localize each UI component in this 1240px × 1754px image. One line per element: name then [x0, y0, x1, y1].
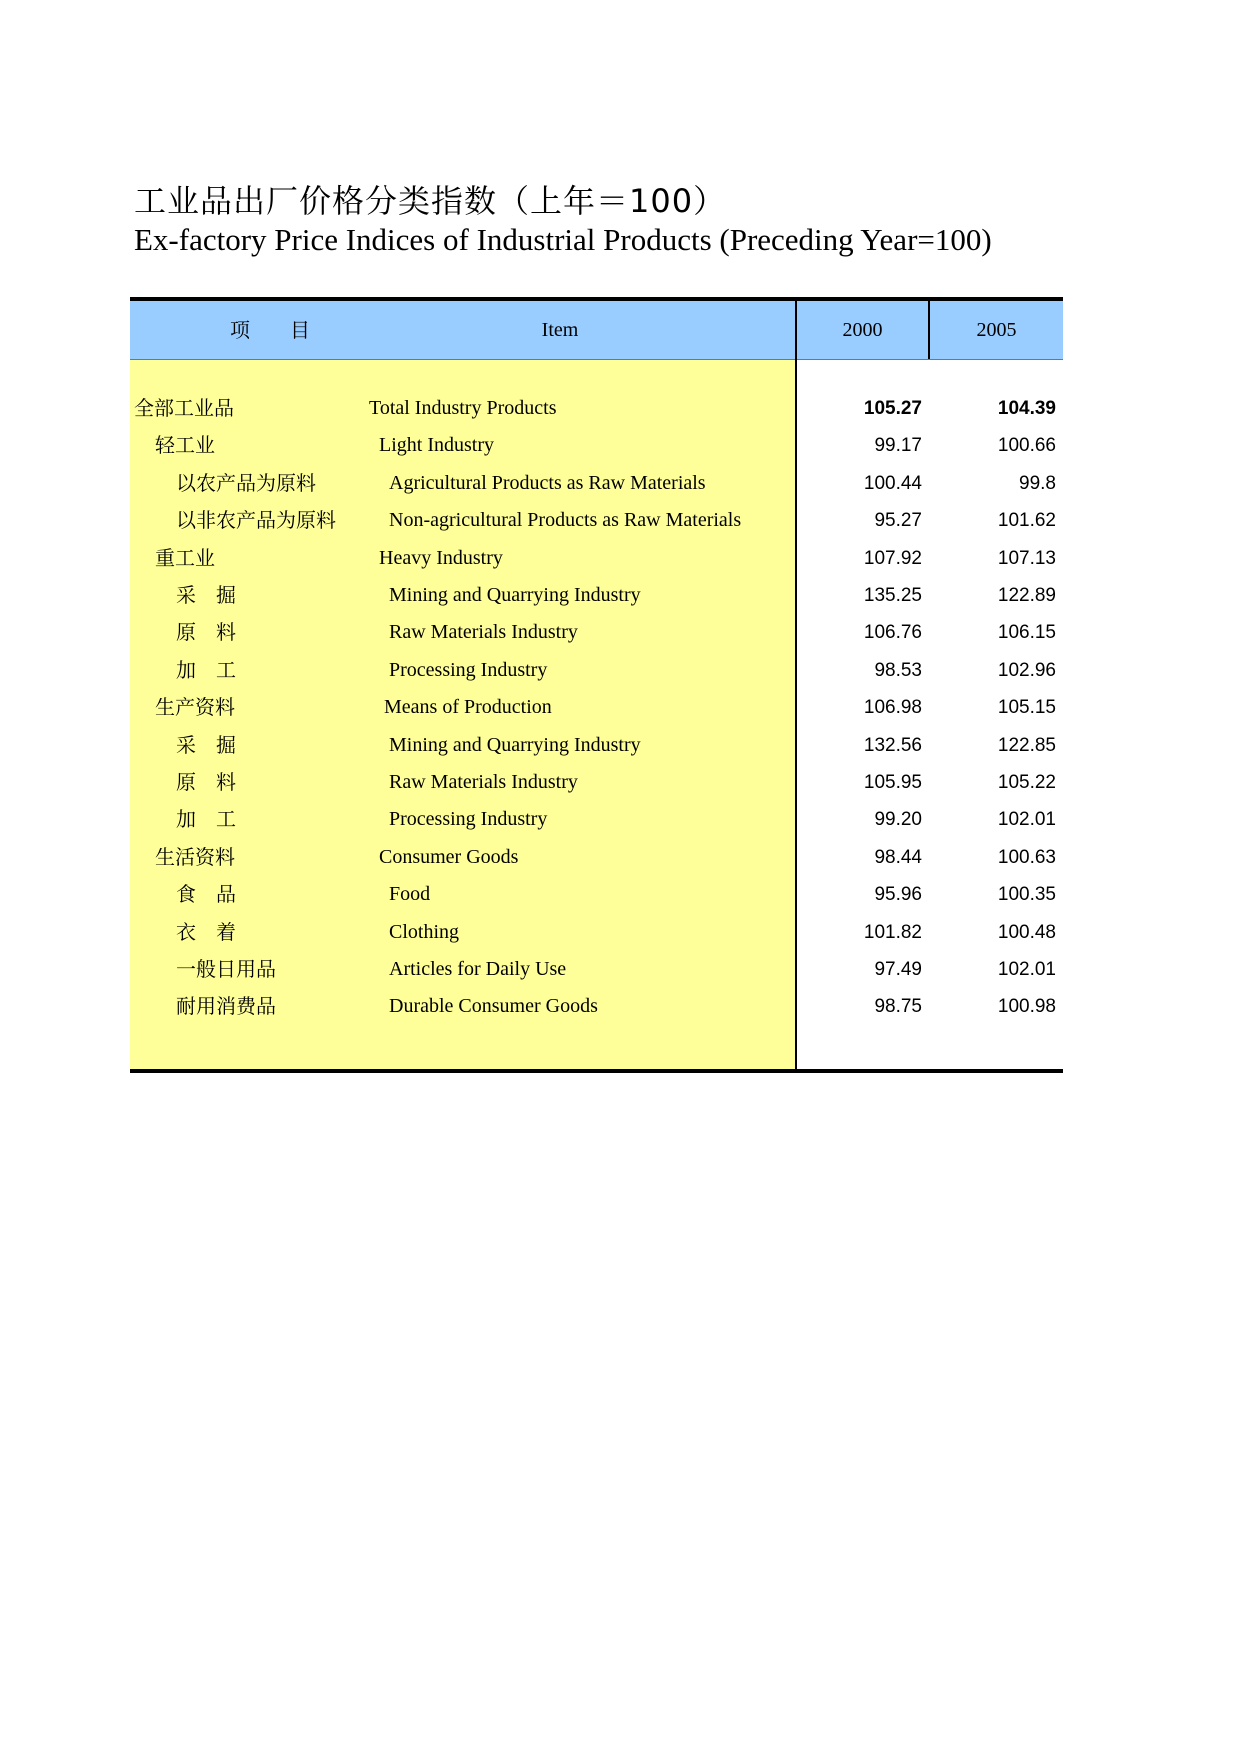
value-2000: 98.44	[874, 846, 922, 868]
row-label-cn: 采 掘	[176, 732, 236, 757]
header-year-2000: 2000	[842, 319, 883, 341]
value-2005: 100.48	[997, 921, 1056, 943]
row-label-en: Heavy Industry	[379, 546, 503, 569]
table-row	[130, 465, 1063, 502]
page-title-en: Ex-factory Price Indices of Industrial Products (Preceding Year=100)	[134, 222, 992, 257]
table-row	[130, 988, 1063, 1025]
value-2005: 100.98	[997, 996, 1056, 1018]
row-label-cn: 原 料	[176, 620, 236, 645]
row-label-cn: 加 工	[176, 657, 236, 682]
value-2000: 100.44	[863, 472, 922, 494]
value-2005: 122.89	[997, 585, 1056, 606]
table-row	[130, 727, 1063, 764]
row-label-cn: 以非农产品为原料	[176, 508, 336, 533]
row-label-en: Clothing	[389, 920, 460, 943]
row-label-en: Processing Industry	[389, 808, 548, 831]
row-label-en: Means of Production	[384, 696, 552, 719]
row-label-cn: 食 品	[176, 882, 236, 907]
row-label-en: Light Industry	[379, 434, 494, 457]
row-label-en: Food	[389, 883, 431, 906]
value-2005: 102.01	[997, 809, 1056, 831]
value-2005: 107.13	[997, 547, 1056, 569]
table-row	[130, 427, 1063, 464]
row-label-en: Processing Industry	[389, 658, 548, 681]
table-bottom-rule	[130, 1069, 1063, 1073]
table-row	[130, 614, 1063, 651]
row-label-en: Agricultural Products as Raw Materials	[389, 471, 706, 494]
value-2000: 132.56	[863, 734, 922, 756]
value-2005: 100.35	[997, 884, 1056, 906]
value-2000: 106.76	[863, 622, 922, 644]
value-2000: 99.20	[874, 809, 922, 831]
table-row	[130, 951, 1063, 988]
value-2000: 107.92	[863, 547, 922, 569]
row-label-en: Mining and Quarrying Industry	[389, 733, 641, 756]
row-label-en: Raw Materials Industry	[389, 621, 578, 644]
row-label-cn: 重工业	[155, 545, 215, 570]
value-2000: 98.53	[874, 659, 922, 681]
row-label-en: Articles for Daily Use	[389, 958, 567, 980]
value-2000: 98.75	[874, 996, 922, 1018]
row-label-cn: 加 工	[176, 807, 236, 832]
table-row	[130, 839, 1063, 876]
table-row	[130, 502, 1063, 539]
value-2000: 101.82	[863, 921, 922, 943]
row-label-cn: 以农产品为原料	[176, 470, 316, 495]
row-label-cn: 一般日用品	[176, 957, 276, 981]
value-2000: 135.25	[863, 585, 922, 606]
header-en-item: Item	[541, 319, 579, 341]
value-2000: 105.95	[863, 772, 922, 793]
header-cn-item: 项 目	[230, 318, 310, 342]
value-2000: 97.49	[874, 959, 922, 980]
table-row	[130, 801, 1063, 838]
value-2005: 106.15	[997, 622, 1056, 644]
table-row	[130, 652, 1063, 689]
table-row	[130, 876, 1063, 913]
value-2005: 100.63	[997, 846, 1056, 868]
row-label-cn: 原 料	[176, 770, 236, 794]
price-index-table	[130, 297, 1063, 1073]
row-label-cn: 采 掘	[176, 583, 236, 607]
header-year-2005: 2005	[976, 319, 1017, 341]
row-label-en: Total Industry Products	[369, 397, 557, 419]
row-label-en: Consumer Goods	[379, 845, 519, 868]
page-title-cn: 工业品出厂价格分类指数（上年＝100）	[134, 182, 727, 220]
value-2005: 122.85	[997, 734, 1056, 756]
table-row	[130, 914, 1063, 951]
value-2000: 105.27	[863, 398, 922, 419]
value-2005: 100.66	[997, 435, 1056, 457]
row-label-en: Durable Consumer Goods	[389, 995, 598, 1018]
value-2005: 99.8	[1019, 472, 1056, 494]
value-2005: 104.39	[997, 398, 1056, 419]
value-2005: 101.62	[997, 510, 1056, 532]
table-row	[130, 689, 1063, 726]
table-row	[130, 390, 1063, 427]
value-2000: 95.27	[874, 510, 922, 532]
row-label-en: Non-agricultural Products as Raw Materials	[389, 509, 742, 532]
table-row	[130, 764, 1063, 801]
value-2005: 105.15	[997, 697, 1056, 719]
row-label-cn: 生产资料	[155, 695, 235, 720]
row-label-cn: 全部工业品	[134, 396, 234, 420]
row-label-en: Raw Materials Industry	[389, 771, 578, 793]
row-label-cn: 衣 着	[176, 919, 236, 944]
row-label-cn: 耐用消费品	[176, 994, 276, 1019]
value-2005: 105.22	[997, 772, 1056, 793]
column-divider-header	[928, 301, 930, 359]
row-label-cn: 生活资料	[155, 844, 235, 869]
value-2005: 102.01	[997, 959, 1056, 980]
row-label-cn: 轻工业	[155, 433, 215, 458]
table-row	[130, 577, 1063, 614]
value-2000: 95.96	[874, 884, 922, 906]
value-2005: 102.96	[997, 659, 1056, 681]
row-label-en: Mining and Quarrying Industry	[389, 584, 641, 606]
table-row	[130, 540, 1063, 577]
value-2000: 106.98	[863, 697, 922, 719]
table-header	[130, 301, 1063, 360]
value-2000: 99.17	[874, 435, 922, 457]
